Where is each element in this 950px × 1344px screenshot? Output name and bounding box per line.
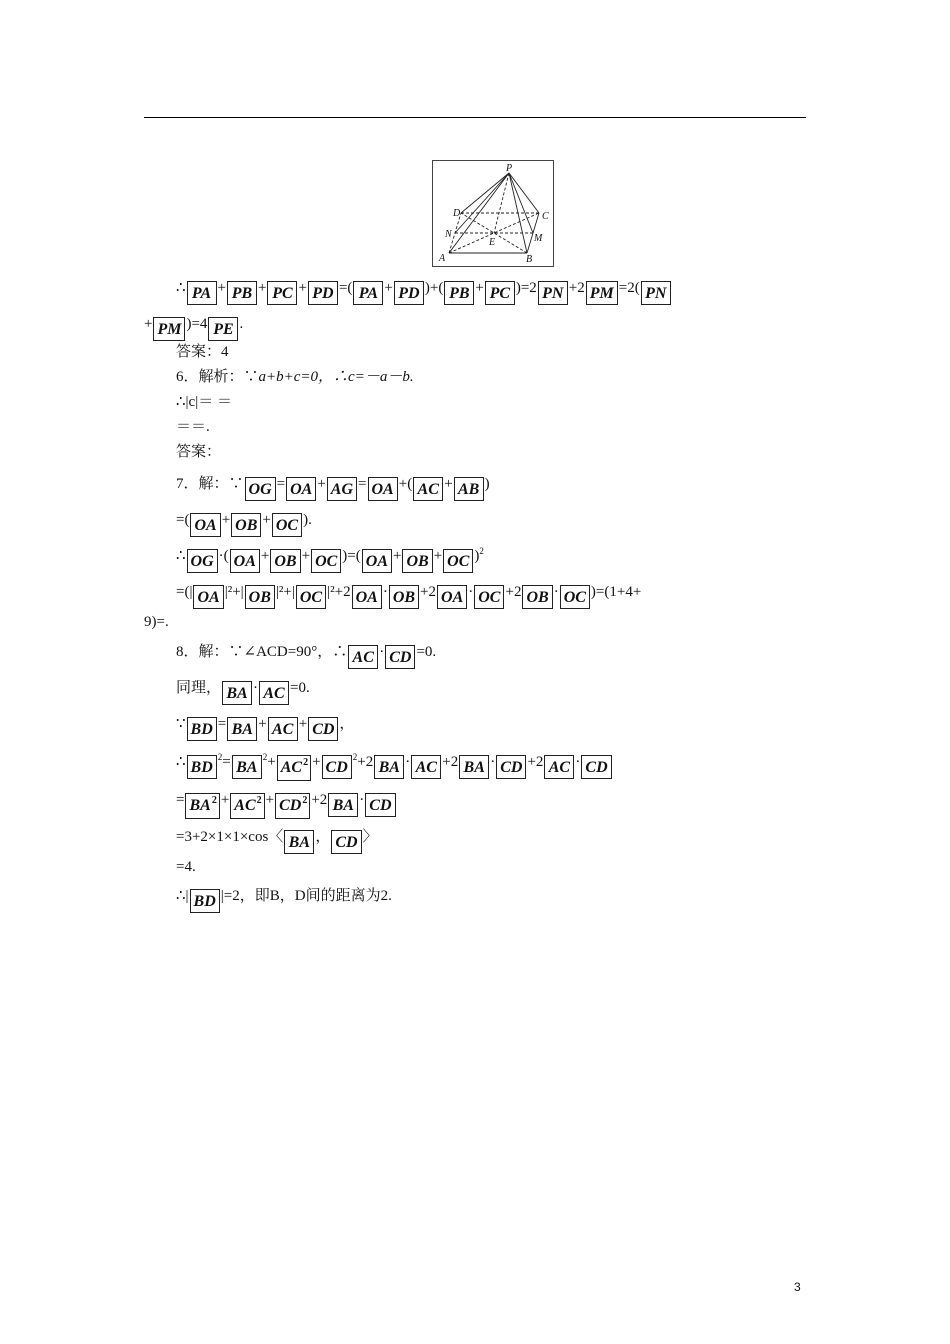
vector-box: AC 2 [277, 755, 311, 781]
text: + [429, 280, 439, 296]
vector-box: AC [413, 477, 443, 501]
vector-box: PN [641, 281, 671, 305]
question-8-line-6 [176, 827, 378, 854]
question-7-line-4 [176, 582, 641, 609]
label-b: B [526, 254, 533, 265]
vector-box: BA [284, 830, 314, 854]
vector-box: CD 2 [275, 793, 310, 819]
text: · [379, 644, 385, 660]
superscript: 2 [352, 752, 358, 762]
vector-box: AC [411, 755, 441, 779]
vector-box: OA [437, 585, 467, 609]
question-6-result: ＝＝. [176, 419, 210, 435]
vector-box: OC [443, 549, 473, 573]
vector-box: OC [474, 585, 504, 609]
text: ∴| [176, 888, 189, 904]
text: =2 [520, 280, 537, 296]
vector-box: AG [327, 477, 357, 501]
vector-box: OB [245, 585, 275, 609]
label-c: C [542, 211, 549, 222]
superscript: 2 [262, 752, 268, 762]
vector-box: CD [322, 755, 352, 779]
text: + [262, 512, 271, 528]
text: =2( [618, 280, 640, 296]
text: ， [315, 829, 331, 845]
vector-box: OA [368, 477, 398, 501]
text: =3+2×1×1×cos [176, 829, 269, 845]
text: · [382, 584, 388, 600]
label-d: D [453, 208, 461, 219]
text: ( [407, 476, 413, 492]
text: =0. [290, 680, 310, 696]
text: = [358, 476, 367, 492]
superscript: 2 [217, 752, 223, 762]
question-8-line-5 [176, 790, 397, 819]
question-8-line-3 [176, 714, 354, 741]
question-6 [176, 367, 414, 387]
vector-box: BA [227, 717, 257, 741]
vector-box: AC [268, 717, 298, 741]
text: + [267, 754, 276, 770]
vector-box: AC [259, 681, 289, 705]
text: ) [342, 548, 348, 564]
text: = [176, 792, 185, 808]
text: 8．解：∵∠ACD=90°，∴ [176, 644, 348, 660]
text: ∴ [176, 548, 186, 564]
text: 〈 [268, 829, 284, 845]
text: + [393, 548, 402, 564]
vector-box: OB [522, 585, 552, 609]
vector-box: OG [187, 549, 218, 573]
vector-box: AC 2 [230, 793, 264, 819]
question-7-line-5: 9)=. [144, 614, 169, 630]
text: +2 [311, 792, 328, 808]
vector-box: CD [365, 793, 395, 817]
text: + [220, 792, 230, 808]
text: + [298, 280, 307, 296]
text: + [258, 716, 267, 732]
text: +2 [527, 754, 544, 770]
label-n: N [445, 229, 452, 240]
vector-box: PA [353, 281, 383, 305]
vector-box: BA 2 [185, 793, 219, 819]
text: · [405, 754, 411, 770]
question-8-line-7: =4. [176, 859, 196, 875]
text: ∵ [176, 716, 186, 732]
text: 〉 [362, 829, 378, 845]
text: + [265, 792, 275, 808]
text: ) [303, 512, 309, 528]
text: )=(1+4+ [590, 584, 642, 600]
question-8-line-2 [176, 678, 310, 705]
text: . [239, 316, 244, 332]
text: ) [515, 280, 521, 296]
vector-box: AC [544, 755, 574, 779]
vector-box: CD [581, 755, 611, 779]
vector-box: PA [187, 281, 217, 305]
vector-box: BD [187, 717, 217, 741]
question-6-magnitude: ∴|c|＝ ＝ [176, 394, 232, 410]
vector-box: PB [444, 281, 474, 305]
vector-box: PB [227, 281, 257, 305]
text: + [312, 754, 321, 770]
vector-box: OC [272, 513, 302, 537]
question-8-line-4 [176, 752, 613, 781]
text: ( [438, 280, 444, 296]
text: ( [223, 548, 229, 564]
text: + [258, 280, 267, 296]
page-number: 3 [794, 1280, 801, 1294]
text: +2 [357, 754, 374, 770]
text: ) [484, 476, 490, 492]
text: + [433, 548, 443, 564]
vector-box: BD [187, 755, 217, 779]
vector-box: PM [586, 281, 618, 305]
answer-6: 答案： [176, 444, 222, 460]
text: . [308, 512, 312, 528]
text: |=2，即B，D间的距离为2. [220, 888, 392, 904]
vector-box: OA [230, 549, 260, 573]
text: +2 [568, 280, 585, 296]
text: ∴ [176, 754, 186, 770]
text: + [475, 280, 484, 296]
text: + [217, 280, 227, 296]
vector-box: BA [232, 755, 262, 779]
vector-box: PC [485, 281, 515, 305]
text: · [359, 792, 365, 808]
label-m: M [534, 233, 543, 244]
text: a+b+c=0，∴c=－a－b. [258, 369, 414, 385]
vector-box: OA [190, 513, 220, 537]
vector-box: OB [402, 549, 432, 573]
pyramid-diagram [433, 161, 553, 266]
vector-box: OA [286, 477, 316, 501]
text: + [298, 716, 308, 732]
line-5-sum [176, 278, 672, 305]
line-5-result [144, 314, 243, 341]
text: = [222, 754, 231, 770]
label-e: E [489, 237, 496, 248]
vector-box: AC [348, 645, 378, 669]
text: 同理， [176, 680, 222, 696]
text: · [468, 584, 474, 600]
text: +2 [505, 584, 522, 600]
vector-box: PE [208, 317, 238, 341]
text: = [338, 280, 348, 296]
label-p: P [506, 163, 513, 174]
vector-box: OC [296, 585, 326, 609]
text: ) [424, 280, 430, 296]
text: ( [347, 280, 353, 296]
vector-box: BA [328, 793, 358, 817]
text: ( [184, 512, 190, 528]
text: = [347, 548, 356, 564]
text: · [253, 680, 259, 696]
text: + [444, 476, 453, 492]
question-7-line-1 [176, 474, 490, 501]
vector-box: CD [496, 755, 526, 779]
answer-5: 答案：4 [176, 344, 229, 360]
vector-box: OA [362, 549, 392, 573]
text: + [221, 512, 231, 528]
vector-box: OC [311, 549, 341, 573]
vector-box: PN [538, 281, 568, 305]
vector-box: AB [454, 477, 484, 501]
text: · [553, 584, 559, 600]
text: =0. [416, 644, 437, 660]
text: + [260, 548, 270, 564]
vector-box: BD [190, 889, 220, 913]
text: + [398, 476, 408, 492]
vector-box: OB [389, 585, 419, 609]
text: ， [339, 716, 355, 732]
vector-box: CD [308, 717, 338, 741]
vector-box: BA [459, 755, 489, 779]
question-7-line-2 [176, 510, 312, 537]
header-rule [144, 117, 806, 118]
label-a: A [439, 253, 446, 264]
text: ( [355, 548, 361, 564]
text: = [276, 476, 286, 492]
pyramid-figure [432, 160, 554, 267]
text: ∴ [176, 280, 186, 296]
text: + [144, 316, 153, 332]
text: |²+| [275, 584, 295, 600]
text: |²+| [224, 584, 244, 600]
superscript: 2 [479, 546, 484, 556]
text: · [575, 754, 581, 770]
vector-box: OB [270, 549, 300, 573]
vector-box: OA [352, 585, 382, 609]
vector-box: PM [153, 317, 185, 341]
question-7-line-3 [176, 546, 484, 573]
text: + [301, 548, 311, 564]
text: = [217, 716, 227, 732]
text: + [317, 476, 326, 492]
text: |²+2 [327, 584, 351, 600]
vector-box: CD [331, 830, 361, 854]
question-8-conclusion [176, 886, 392, 913]
text: +2 [420, 584, 437, 600]
vector-box: PC [267, 281, 297, 305]
vector-box: OG [245, 477, 276, 501]
text: + [384, 280, 393, 296]
vector-box: OC [560, 585, 590, 609]
vector-box: PD [308, 281, 338, 305]
text: ) [474, 548, 480, 564]
text: 7．解：∵ [176, 476, 244, 492]
question-8-line-1 [176, 642, 436, 669]
vector-box: BA [374, 755, 404, 779]
vector-box: OA [193, 585, 223, 609]
text: +2 [442, 754, 459, 770]
vector-box: OB [231, 513, 261, 537]
text: )=4 [186, 316, 208, 332]
vector-box: BA [222, 681, 252, 705]
vector-box: PD [394, 281, 424, 305]
text: 6．解析：∵ [176, 369, 259, 385]
text: · [218, 548, 224, 564]
vector-box: CD [385, 645, 415, 669]
text: · [490, 754, 496, 770]
text: = [176, 512, 185, 528]
text: =(| [176, 584, 193, 600]
